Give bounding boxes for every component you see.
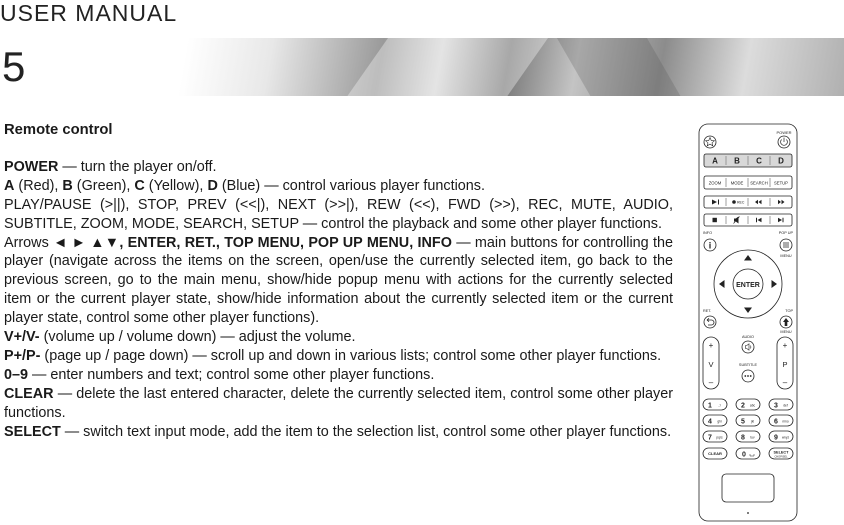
playback-paragraph: PLAY/PAUSE (>||), STOP, PREV (<<|), NEXT (>>|), REW (<<), FWD (>>), REC, MUTE, AUDIO, SUBTITLE, ZOOM, MODE, SEARCH, SETUP — control the playback and some other player functions. <box>4 196 673 232</box>
key-d[interactable]: D <box>778 156 784 166</box>
page-paragraph <box>4 347 673 366</box>
key-b[interactable]: B <box>734 156 740 166</box>
audio-label: AUDIO <box>741 335 755 339</box>
key-description: (Blue) — control various player functions. <box>217 177 485 194</box>
key-name: C <box>134 177 145 194</box>
letters-label: mno <box>782 419 789 424</box>
key-name: CLEAR <box>4 385 54 402</box>
digit-label: 6 <box>774 418 778 426</box>
volume-down[interactable]: – <box>708 378 714 387</box>
key-divider <box>726 216 770 224</box>
popup-label: POP UP <box>778 231 793 235</box>
key-description: (volume up / volume down) — adjust the volume. <box>39 329 356 346</box>
key-description: (Yellow), <box>144 177 208 194</box>
volume-label: V <box>708 360 714 369</box>
next-icon[interactable] <box>778 218 784 222</box>
rewind-icon[interactable] <box>755 200 762 204</box>
page-label: P <box>782 360 788 369</box>
digit-2-button[interactable] <box>736 399 760 410</box>
key-name: B <box>62 177 73 194</box>
key-description: — enter numbers and text; control some other player functions. <box>28 366 435 383</box>
search-button[interactable]: SEARCH <box>750 180 768 186</box>
space-icon <box>750 454 754 456</box>
volume-paragraph <box>4 328 673 347</box>
clear-label: CLEAR <box>708 451 722 456</box>
section-title: Remote control <box>4 122 113 138</box>
stop-icon[interactable] <box>713 218 717 222</box>
led-indicator <box>747 512 749 514</box>
key-description: — main buttons for controlling the player (navigate across the items on the screen, open/use the currently selected item, go back to the previous screen, go to the main menu, show/hide popup menu with actions for the currently selected item or the current player state, show/hide information about the currently selected item or the current player state, control some other player functions). <box>4 234 673 327</box>
navigation-paragraph <box>4 234 673 329</box>
dots-icon <box>744 375 751 377</box>
digit-8-button[interactable] <box>736 431 760 442</box>
key-name: 0–9 <box>4 366 29 383</box>
arrow-left-icon[interactable] <box>719 280 725 288</box>
ir-window <box>722 474 774 502</box>
mode-button[interactable]: MODE <box>730 180 744 186</box>
select-paragraph <box>4 423 673 442</box>
letters-label: tuv <box>750 435 755 440</box>
digit-4-button[interactable] <box>703 415 727 426</box>
remote-illustration <box>698 123 798 523</box>
banner-facet <box>545 38 704 96</box>
digit-1-button[interactable] <box>703 399 727 410</box>
remote-control-section <box>4 121 673 442</box>
letters-label: pqrs <box>716 435 723 440</box>
key-name: ◄ ► ▲▼, ENTER, RET., TOP MENU, POP UP MENU, INFO <box>53 234 452 251</box>
digit-label: 7 <box>708 434 712 442</box>
number-keypad <box>703 399 793 442</box>
letters-label: jkl <box>750 419 755 424</box>
subtitle-label: SUBTITLE <box>738 363 758 367</box>
rec-label: REC <box>737 200 745 205</box>
info-label: INFO <box>703 231 713 235</box>
digits-paragraph <box>4 366 673 385</box>
fast-forward-icon[interactable] <box>778 200 785 204</box>
letters-label: wxyz <box>781 435 790 440</box>
digit-label: 8 <box>741 434 745 442</box>
volume-up[interactable]: + <box>708 341 714 350</box>
setup-button[interactable]: SETUP <box>774 180 788 186</box>
speaker-icon <box>746 344 751 350</box>
select-sub-label: CHOP/SEL <box>774 455 788 459</box>
letters-label: .:/ <box>718 403 721 408</box>
audio-button[interactable] <box>742 341 754 353</box>
chapter-banner <box>0 38 844 96</box>
digit-label: 9 <box>774 434 778 442</box>
zoom-button[interactable]: ZOOM <box>708 180 722 186</box>
digit-label: 4 <box>708 418 712 426</box>
star-icon <box>706 138 715 146</box>
key-description: — turn the player on/off. <box>58 158 217 175</box>
key-description: (Green), <box>72 177 135 194</box>
page-down[interactable]: – <box>782 378 788 387</box>
menu-icon <box>783 243 789 247</box>
key-a[interactable]: A <box>712 156 718 166</box>
key-name: POWER <box>4 158 59 175</box>
manual-header: USER MANUAL <box>0 0 178 26</box>
menu-label: MENU <box>780 254 792 258</box>
ret-label: RET. <box>703 309 712 313</box>
digit-3-button[interactable] <box>769 399 793 410</box>
arrow-up-icon[interactable] <box>744 255 752 261</box>
letters-label: ghi <box>717 419 722 424</box>
banner-facet <box>318 38 562 96</box>
top-menu-icon <box>783 318 789 326</box>
power-icon <box>781 138 788 146</box>
letters-label: def <box>783 403 788 408</box>
key-name: SELECT <box>4 423 61 440</box>
digit-5-button[interactable] <box>736 415 760 426</box>
arrow-down-icon[interactable] <box>744 308 752 314</box>
key-description: — delete the last entered character, delete the currently selected item, control some other player functions. <box>4 385 673 421</box>
clear-paragraph <box>4 385 673 423</box>
top-label: TOP <box>785 309 793 313</box>
digit-6-button[interactable] <box>769 415 793 426</box>
chapter-number: 5 <box>2 43 26 90</box>
play-pause-icon[interactable] <box>712 200 719 205</box>
info-icon: i <box>708 240 712 251</box>
key-name: D <box>207 177 218 194</box>
key-name: A <box>4 177 15 194</box>
digit-label: 1 <box>708 402 712 410</box>
key-c[interactable]: C <box>756 156 762 166</box>
arrow-right-icon[interactable] <box>772 280 778 288</box>
prev-icon[interactable] <box>756 218 762 222</box>
digit-7-button[interactable] <box>703 431 727 442</box>
digit-label: 5 <box>741 418 745 426</box>
select-label: SELECT <box>773 450 789 455</box>
key-name: V+/V- <box>4 329 40 346</box>
power-paragraph <box>4 158 673 177</box>
key-description: — switch text input mode, add the item to the selection list, control some other player functions. <box>60 423 672 440</box>
power-label: POWER <box>776 130 792 135</box>
letters-label: abc <box>749 403 756 408</box>
digit-0-label: 0 <box>742 451 746 459</box>
rec-icon[interactable] <box>732 200 736 204</box>
key-name: P+/P- <box>4 347 41 364</box>
top-menu-label: MENU <box>780 330 792 334</box>
key-description: Arrows <box>4 234 54 251</box>
enter-label: ENTER <box>736 282 760 289</box>
digit-label: 3 <box>774 402 778 410</box>
return-icon <box>707 318 714 325</box>
digit-label: 2 <box>741 402 745 410</box>
page-up[interactable]: + <box>782 341 788 350</box>
key-description: (Red), <box>14 177 63 194</box>
digit-0-button[interactable] <box>736 448 760 459</box>
color-keys-paragraph <box>4 177 673 196</box>
key-description: (page up / page down) — scroll up and down in various lists; control some other player functions. <box>40 347 662 364</box>
